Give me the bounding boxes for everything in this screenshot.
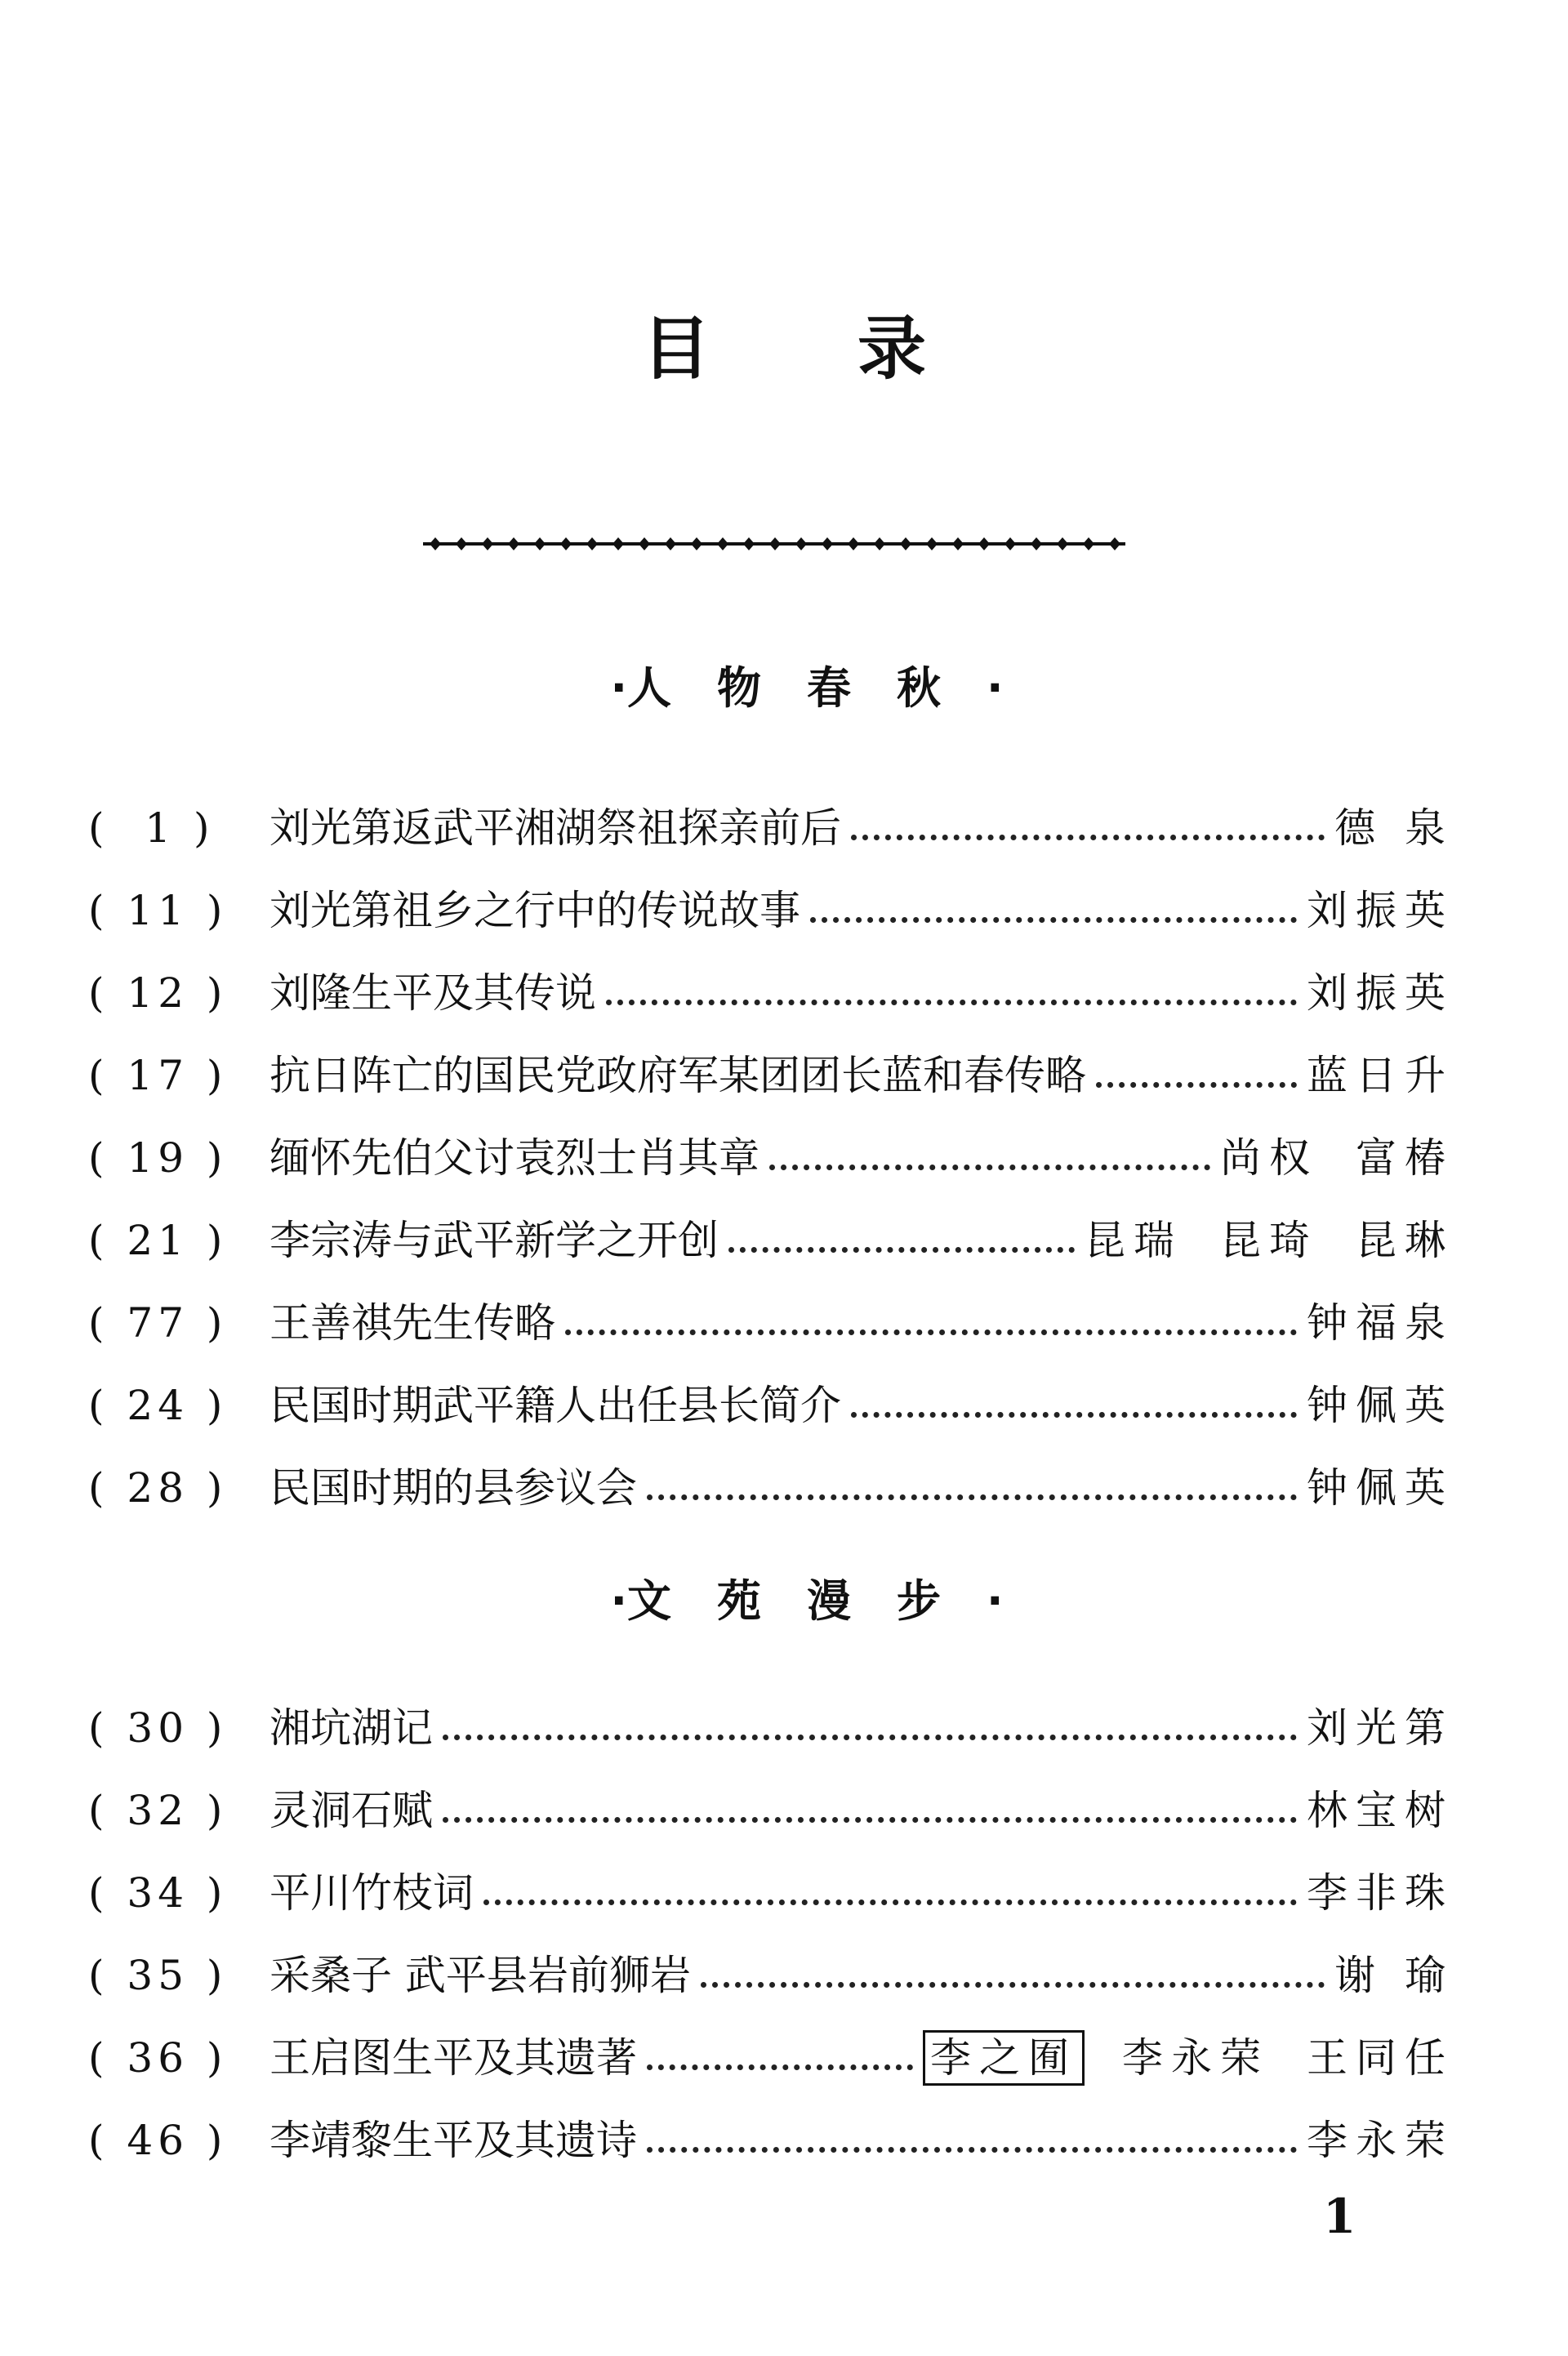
- toc-entry-page: ( 17 ): [88, 1052, 228, 1099]
- author-name: 李永荣: [1307, 2117, 1454, 2164]
- author-name: 王同任: [1307, 2034, 1454, 2082]
- toc-entry-authors: [1307, 1382, 1454, 1429]
- toc-entry-authors: [1307, 1869, 1454, 1917]
- toc-entry-authors: [1220, 1134, 1454, 1182]
- toc-entry-title: 平川竹枝词: [270, 1869, 474, 1917]
- dot-leader: [443, 1735, 1297, 1740]
- toc-entry-authors: [1085, 1217, 1454, 1264]
- toc-entry-title: 抗日阵亡的国民党政府军某团团长蓝和春传略: [270, 1052, 1086, 1099]
- author-name: 钟福泉: [1307, 1299, 1454, 1347]
- toc-entry-page: ( 77 ): [88, 1299, 228, 1347]
- author-name: 昆琳: [1356, 1217, 1454, 1264]
- ornament-divider: [423, 532, 1125, 555]
- toc-entry: [88, 1666, 1454, 1752]
- toc-entry-page: ( 46 ): [88, 2117, 228, 2164]
- toc-entry-title: 民国时期的县参议会: [270, 1464, 637, 1512]
- author-name: 李非珠: [1307, 1869, 1454, 1917]
- author-name: 林宝树: [1307, 1787, 1454, 1834]
- author-name: 刘振英: [1307, 887, 1454, 934]
- author-name: 昆琦: [1220, 1217, 1318, 1264]
- toc-entry-authors: [1307, 1787, 1454, 1834]
- toc-entry-title: 刘光第祖乡之行中的传说故事: [270, 887, 800, 934]
- section-heading: ·文苑漫步·: [610, 1575, 1004, 1627]
- dot-leader: [443, 1817, 1297, 1823]
- toc-entry-page: ( 34 ): [88, 1869, 228, 1917]
- dot-leader: [701, 1982, 1325, 1988]
- toc-entry: [88, 1996, 1454, 2082]
- dot-leader: [851, 835, 1325, 840]
- dot-leader: [647, 2147, 1297, 2153]
- toc-entry-page: ( 19 ): [88, 1134, 228, 1182]
- toc-entry-page: ( 30 ): [88, 1704, 228, 1752]
- dot-leader: [565, 1329, 1297, 1335]
- toc-entry-title: 李宗涛与武平新学之开创: [270, 1217, 719, 1264]
- dot-leader: [769, 1165, 1210, 1170]
- toc-entry-authors: [1307, 969, 1454, 1017]
- toc-entry: [88, 1343, 1454, 1429]
- toc-entry-authors: [1307, 1052, 1454, 1099]
- toc-entry: [88, 2078, 1454, 2164]
- author-name: 钟佩英: [1307, 1382, 1454, 1429]
- author-name: 刘振英: [1307, 969, 1454, 1017]
- section-heading-text: 人物春秋: [627, 662, 987, 714]
- toc-entry-page: ( 11 ): [88, 887, 228, 934]
- toc-entry: [88, 1013, 1454, 1099]
- author-name: 刘光第: [1307, 1704, 1454, 1752]
- author-name: 蓝日升: [1307, 1052, 1454, 1099]
- section-heading-text: 文苑漫步: [627, 1575, 987, 1627]
- dot-leader: [647, 2064, 913, 2070]
- toc-entry-title: 民国时期武平籍人出任县长简介: [270, 1382, 841, 1429]
- author-name: 谢 瑜: [1334, 1952, 1454, 1999]
- toc-entry-authors: [1334, 1952, 1454, 1999]
- toc-entry: [88, 848, 1454, 934]
- dot-leader: [606, 1000, 1297, 1005]
- toc-list: [88, 766, 1454, 1512]
- dot-leader: [483, 1899, 1297, 1905]
- toc-entry: [88, 1178, 1454, 1264]
- toc-entry-authors: [1307, 1464, 1454, 1512]
- dot-leader: [647, 1494, 1297, 1500]
- author-name: 昆瑞: [1085, 1217, 1183, 1264]
- toc-entry: [88, 1831, 1454, 1917]
- toc-entry: [88, 1748, 1454, 1834]
- toc-entry-title: 王启图生平及其遗著: [270, 2034, 637, 2082]
- toc-entry-authors: [923, 2034, 1454, 2082]
- toc-entry-page: ( 24 ): [88, 1382, 228, 1429]
- toc-entry-page: ( 28 ): [88, 1464, 228, 1512]
- toc-entry-title: 灵洞石赋: [270, 1787, 433, 1834]
- page-title: 目录: [641, 309, 1073, 389]
- author-name: 德 泉: [1334, 804, 1454, 852]
- toc-entry: [88, 1913, 1454, 1999]
- author-name: 李永荣: [1122, 2034, 1269, 2082]
- toc-entry-title: 刘隆生平及其传说: [270, 969, 596, 1017]
- toc-entry-page: ( 36 ): [88, 2034, 228, 2082]
- toc-entry: [88, 1261, 1454, 1347]
- section-heading: ·人物春秋·: [610, 662, 1004, 714]
- author-name: 李之囿: [923, 2030, 1085, 2086]
- dot-leader: [1096, 1082, 1297, 1088]
- toc-entry: [88, 1096, 1454, 1182]
- toc-entry-authors: [1307, 1704, 1454, 1752]
- toc-entry: [88, 766, 1454, 852]
- toc-entry-authors: [1307, 887, 1454, 934]
- toc-entry-title: 王善祺先生传略: [270, 1299, 555, 1347]
- toc-list: [88, 1666, 1454, 2164]
- toc-entry-page: ( 32 ): [88, 1787, 228, 1834]
- toc-entry-authors: [1307, 1299, 1454, 1347]
- dot-leader: [728, 1247, 1075, 1253]
- toc-entry-title: 李靖黎生平及其遗诗: [270, 2117, 637, 2164]
- toc-entry-title: 刘光第返武平湘湖祭祖探亲前后: [270, 804, 841, 852]
- toc-entry-authors: [1307, 2117, 1454, 2164]
- dot-leader: [851, 1412, 1297, 1418]
- author-name: 富椿: [1356, 1134, 1454, 1182]
- toc-entry: [88, 1426, 1454, 1512]
- toc-entry: [88, 931, 1454, 1017]
- toc-entry-page: ( 21 ): [88, 1217, 228, 1264]
- toc-entry-page: ( 12 ): [88, 969, 228, 1017]
- toc-entry-title: 湘坑湖记: [270, 1704, 433, 1752]
- toc-entry-title: 采桑子 武平县岩前狮岩: [270, 1952, 691, 1999]
- author-name: 钟佩英: [1307, 1464, 1454, 1512]
- author-name: 尚权: [1220, 1134, 1318, 1182]
- toc-entry-page: ( 1 ): [88, 804, 215, 852]
- toc-entry-authors: [1334, 804, 1454, 852]
- toc-entry-page: ( 35 ): [88, 1952, 228, 1999]
- dot-leader: [810, 917, 1297, 923]
- toc-entry-title: 缅怀先伯父讨袁烈士肖其章: [270, 1134, 760, 1182]
- page-number: 1: [1323, 2189, 1356, 2244]
